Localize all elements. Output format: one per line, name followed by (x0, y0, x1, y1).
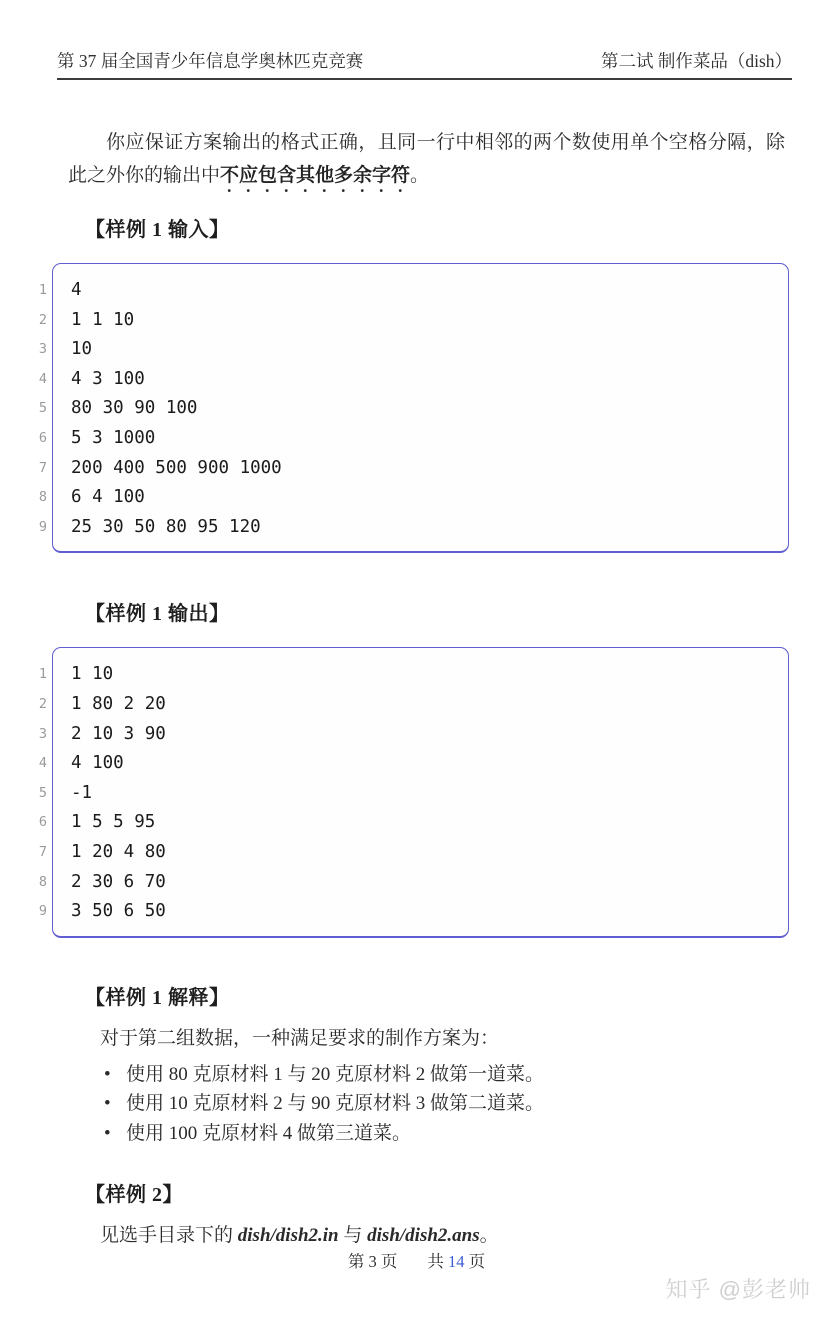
code-text: 80 30 90 100 (71, 398, 198, 419)
explanation-intro: 对于第二组数据，一种满足要求的制作方案为： (100, 1027, 500, 1049)
code-line (38, 779, 788, 809)
file-path: dish/dish2.ans (367, 1225, 480, 1247)
total-pages-label: 共 (427, 1252, 448, 1271)
code-line (38, 365, 788, 395)
list-item: • 使用 80 克原材料 1 与 20 克原材料 2 做第一道菜。 (104, 1060, 789, 1090)
code-line (38, 897, 788, 927)
code-line (38, 720, 788, 750)
line-number: 1 (38, 282, 47, 298)
code-line (38, 276, 788, 306)
code-line (38, 424, 788, 454)
code-text: 4 100 (71, 753, 124, 774)
code-text: 1 1 10 (71, 309, 135, 330)
code-line (38, 690, 788, 720)
line-number: 4 (38, 755, 47, 772)
line-number: 5 (38, 400, 47, 417)
code-line (38, 306, 788, 336)
code-text: 10 (71, 339, 93, 360)
code-text: 2 10 3 90 (71, 723, 166, 744)
header-rule (57, 78, 792, 80)
sample2-suffix: 。 (479, 1225, 499, 1247)
line-number: 8 (38, 489, 47, 506)
code-text: 1 5 5 95 (71, 812, 156, 833)
code-line (38, 808, 788, 838)
code-block-sample1-output (38, 647, 789, 937)
code-line (38, 660, 788, 690)
list-item: • 使用 100 克原材料 4 做第三道菜。 (104, 1119, 789, 1149)
code-text: 4 (71, 280, 82, 300)
page-footer (0, 1248, 833, 1272)
page-number: 第 3 页 (347, 1252, 398, 1271)
sample2-middle: 与 (338, 1225, 368, 1247)
code-text: 1 10 (71, 664, 114, 685)
line-number: 5 (38, 784, 47, 801)
line-number: 4 (38, 370, 47, 387)
code-text: 5 3 1000 (71, 427, 156, 448)
sample2-prefix: 见选手目录下的 (100, 1225, 238, 1247)
code-text: -1 (71, 782, 93, 803)
code-text: 3 50 6 50 (71, 901, 166, 922)
page (38, 0, 792, 1248)
total-pages-suffix: 页 (464, 1252, 486, 1271)
line-number: 6 (38, 429, 47, 446)
section-title-sample1-output: 【样例 1 输出】 (85, 603, 230, 626)
line-number: 2 (38, 311, 47, 328)
section-title-sample2: 【样例 2】 (85, 1184, 183, 1207)
total-pages-number: 14 (448, 1252, 465, 1271)
intro-text: 你应保证方案输出的格式正确，且同一行中相邻的两个数使用单个空格分隔，除此之外你的输出中 (68, 132, 785, 186)
code-text: 25 30 50 80 95 120 (71, 516, 261, 537)
line-number: 9 (38, 903, 47, 920)
watermark: 知乎 @彭老帅 (665, 1277, 811, 1302)
code-line (38, 394, 788, 424)
intro-period: 。 (410, 165, 430, 186)
intro-paragraph (68, 126, 785, 197)
line-number: 2 (38, 695, 47, 712)
section-title-sample1-explanation: 【样例 1 解释】 (85, 986, 230, 1009)
code-text: 4 3 100 (71, 368, 145, 389)
file-path: dish/dish2.in (237, 1225, 339, 1247)
explanation-list (68, 1060, 789, 1149)
line-number: 1 (38, 666, 47, 683)
line-number: 8 (38, 873, 47, 890)
page-header (57, 0, 792, 73)
code-block-sample1-input (38, 263, 789, 553)
header-problem-title: 第二试 制作菜品（dish） (600, 51, 792, 71)
line-number: 3 (38, 725, 47, 742)
emphasized-text: 不应包含其他多余字符 (220, 165, 411, 186)
code-line (38, 454, 788, 484)
code-line (38, 513, 788, 543)
list-item: • 使用 10 克原材料 2 与 90 克原材料 3 做第二道菜。 (104, 1089, 789, 1119)
section-title-sample1-input: 【样例 1 输入】 (85, 219, 230, 241)
line-number: 6 (38, 814, 47, 831)
code-line (38, 838, 788, 868)
code-text: 200 400 500 900 1000 (71, 457, 282, 478)
sample2-paragraph (100, 1224, 789, 1248)
line-number: 7 (38, 459, 47, 476)
code-text: 1 20 4 80 (71, 841, 166, 862)
code-text: 6 4 100 (71, 487, 145, 508)
code-line (38, 868, 788, 898)
line-number: 3 (38, 341, 47, 358)
code-line (38, 335, 788, 365)
code-line (38, 483, 788, 513)
code-line (38, 749, 788, 779)
code-text: 2 30 6 70 (71, 871, 166, 892)
code-text: 1 80 2 20 (71, 693, 166, 714)
header-contest-title: 第 37 届全国青少年信息学奥林匹克竞赛 (57, 51, 364, 71)
line-number: 9 (38, 518, 47, 535)
line-number: 7 (38, 843, 47, 860)
